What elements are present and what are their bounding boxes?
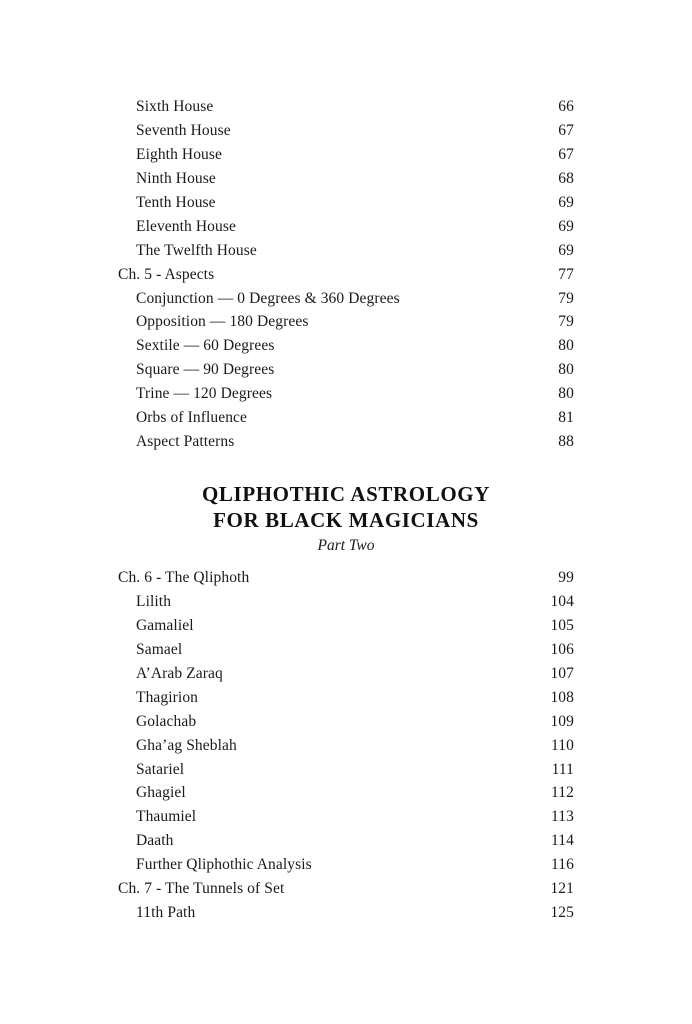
toc-entry-title: The Twelfth House xyxy=(136,241,257,259)
toc-entry-title: Gamaliel xyxy=(136,616,194,634)
toc-entry-title: Thaumiel xyxy=(136,808,197,826)
toc-entry xyxy=(118,334,574,358)
toc-entry xyxy=(118,614,574,638)
toc-entry-page: 109 xyxy=(550,712,574,730)
part-title-line-1: QLIPHOTHIC ASTROLOGY xyxy=(202,482,490,506)
toc-entry-title: Aspect Patterns xyxy=(136,433,235,451)
toc-entry-page: 121 xyxy=(550,880,574,898)
toc-entry-title: Conjunction — 0 Degrees & 360 Degrees xyxy=(136,289,400,307)
toc-entry xyxy=(118,734,574,758)
toc-chapter-entry xyxy=(118,877,574,901)
toc-entry-page: 69 xyxy=(558,217,574,235)
toc-entry-title: Square — 90 Degrees xyxy=(136,361,275,379)
toc-entry xyxy=(118,287,574,311)
part-subtitle: Part Two xyxy=(317,537,375,554)
toc-entry-title: Daath xyxy=(136,832,174,850)
toc-entry-page: 66 xyxy=(558,98,574,115)
toc-entry-page: 105 xyxy=(550,616,574,634)
toc-entry xyxy=(118,215,574,239)
toc-entry xyxy=(118,901,574,925)
toc-entry-title: Sixth House xyxy=(136,98,214,115)
toc-entry-title: Thagirion xyxy=(136,688,199,706)
part-title-line-2: FOR BLACK MAGICIANS xyxy=(213,508,479,532)
toc-entry-page: 88 xyxy=(558,433,574,451)
toc-entry-title: Trine — 120 Degrees xyxy=(136,385,273,403)
toc-chapter-entry xyxy=(118,263,574,287)
toc-entry xyxy=(118,358,574,382)
toc-entry-page: 79 xyxy=(558,313,574,331)
toc-entry-page: 67 xyxy=(558,145,574,163)
toc-entry-title: Eighth House xyxy=(136,145,223,163)
toc-entry-page: 68 xyxy=(558,169,574,187)
toc-entry xyxy=(118,430,574,454)
toc-entry-page: 69 xyxy=(558,241,574,259)
toc-entry xyxy=(118,590,574,614)
toc-entry-title: Tenth House xyxy=(136,193,216,211)
toc-entry xyxy=(118,191,574,215)
toc-entry xyxy=(118,853,574,877)
part-heading xyxy=(0,481,692,556)
toc-entry xyxy=(118,781,574,805)
toc-entry xyxy=(118,143,574,167)
toc-section-part-one xyxy=(118,95,574,454)
toc-entry-title: Orbs of Influence xyxy=(136,409,248,427)
toc-chapter-entry xyxy=(118,566,574,590)
toc-entry-page: 106 xyxy=(550,640,574,658)
toc-entry-title: Ch. 5 - Aspects xyxy=(118,265,215,283)
toc-entry xyxy=(118,310,574,334)
toc-entry-page: 69 xyxy=(558,193,574,211)
toc-entry-page: 99 xyxy=(558,569,574,586)
toc-entry-page: 67 xyxy=(558,121,574,139)
toc-entry-title: A’Arab Zaraq xyxy=(136,664,223,682)
toc-entry-title: Ch. 7 - The Tunnels of Set xyxy=(118,880,285,898)
toc-entry xyxy=(118,710,574,734)
toc-section-part-two xyxy=(118,566,574,925)
toc-entry-page: 107 xyxy=(550,664,574,682)
toc-entry-page: 114 xyxy=(551,832,574,850)
toc-entry-title: Satariel xyxy=(136,760,185,778)
toc-entry-title: Eleventh House xyxy=(136,217,236,235)
toc-entry-title: Further Qliphothic Analysis xyxy=(136,856,312,874)
toc-entry-page: 116 xyxy=(551,856,574,874)
toc-entry xyxy=(118,758,574,782)
toc-entry-title: Ch. 6 - The Qliphoth xyxy=(118,569,250,586)
toc-entry-page: 80 xyxy=(558,361,574,379)
toc-entry xyxy=(118,829,574,853)
toc-entry xyxy=(118,406,574,430)
toc-entry-title: Gha’ag Sheblah xyxy=(136,736,237,754)
toc-entry-title: Ninth House xyxy=(136,169,216,187)
toc-entry xyxy=(118,805,574,829)
toc-entry-page: 110 xyxy=(551,736,574,754)
toc-entry xyxy=(118,167,574,191)
toc-entry-page: 80 xyxy=(558,337,574,355)
toc-entry-page: 79 xyxy=(558,289,574,307)
toc-entry xyxy=(118,119,574,143)
toc-entry-page: 113 xyxy=(551,808,574,826)
toc-entry-page: 77 xyxy=(558,265,574,283)
toc-entry-page: 108 xyxy=(550,688,574,706)
toc-entry xyxy=(118,638,574,662)
toc-entry-page: 80 xyxy=(558,385,574,403)
toc-entry-page: 81 xyxy=(558,409,574,427)
toc-entry xyxy=(118,686,574,710)
toc-entry-page: 112 xyxy=(551,784,574,802)
toc-entry xyxy=(118,662,574,686)
toc-entry-title: Golachab xyxy=(136,712,197,730)
toc-entry-title: Seventh House xyxy=(136,121,231,139)
toc-entry-title: Lilith xyxy=(136,592,172,610)
toc-entry-page: 104 xyxy=(550,592,574,610)
toc-entry xyxy=(118,239,574,263)
toc-entry-page: 125 xyxy=(550,904,574,922)
toc-entry-title: Samael xyxy=(136,640,183,658)
toc-entry-page: 111 xyxy=(551,760,574,778)
toc-entry-title: Sextile — 60 Degrees xyxy=(136,337,275,355)
toc-entry-title: Ghagiel xyxy=(136,784,186,802)
toc-entry xyxy=(118,382,574,406)
toc-entry-title: Opposition — 180 Degrees xyxy=(136,313,309,331)
toc-entry xyxy=(118,95,574,119)
toc-entry-title: 11th Path xyxy=(136,904,196,922)
